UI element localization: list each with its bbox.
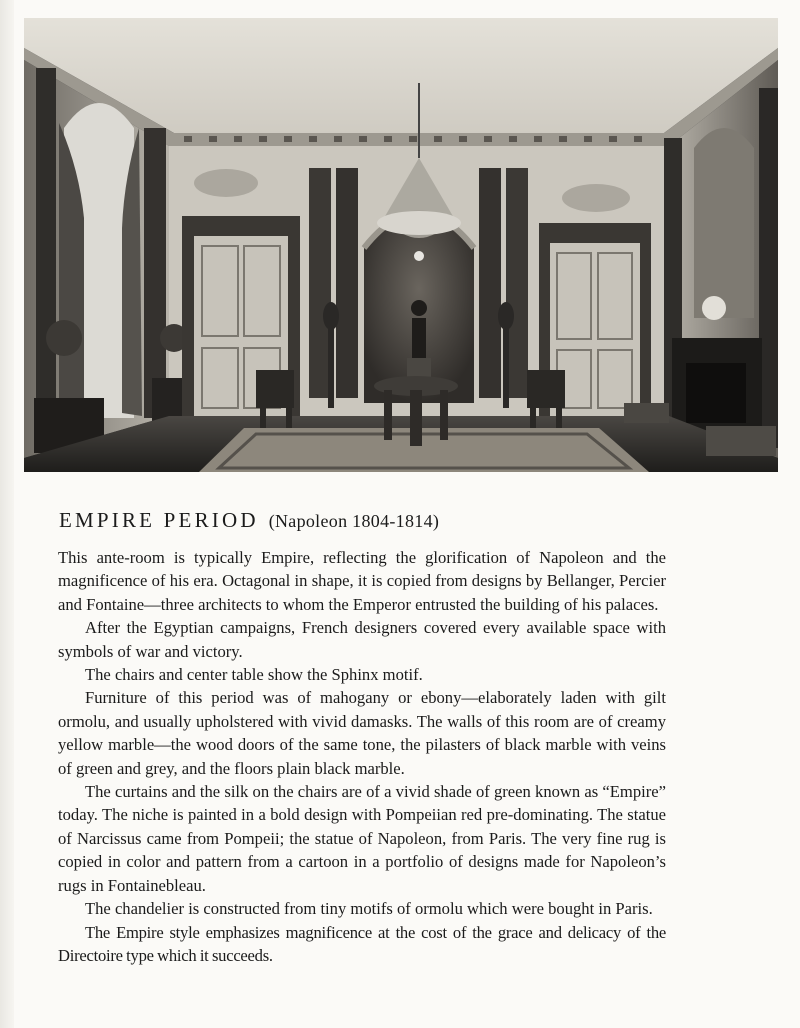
room-photograph: [24, 18, 778, 472]
section-heading: [59, 508, 759, 533]
paragraph: This ante-room is typically Empire, reflecting the glorification of Napoleon and the magnificence of his era. Octagonal in shape, it is copied from designs by Bellanger, Percier and Fontaine—three architects to whom the Emperor entrusted the building of his palaces.: [58, 548, 666, 614]
paragraph: The chandelier is constructed from tiny motifs of ormolu which were bought in Paris.: [85, 899, 653, 919]
period-title: EMPIRE PERIOD: [59, 508, 259, 532]
wall-relief-left: [194, 169, 258, 197]
period-dates: (Napoleon 1804-1814): [268, 511, 440, 531]
pilaster: [309, 168, 331, 398]
paragraph: Furniture of this period was of mahogany or ebony—elaborately laden with gilt ormolu, and usually upholstered with vivid damasks. The walls of this room are of creamy yellow marble—the wood doors of the same tone, the pilasters of black marble with veins of green and grey, and the floors plain black marble.: [58, 688, 666, 778]
paragraph: The Empire style emphasizes magnificence at the cost of the grace and delicacy of the Directoire type which it succeeds.: [58, 922, 666, 965]
paragraph: The chairs and center table show the Sphinx motif.: [85, 665, 423, 685]
article-body: [58, 546, 666, 967]
paragraph: After the Egyptian campaigns, French designers covered every available space with symbols of war and victory.: [58, 618, 666, 661]
right-arch: [694, 128, 754, 318]
page-edge: [0, 0, 14, 1028]
paragraph: The curtains and the silk on the chairs are of a vivid shade of green known as “Empire” today. The niche is painted in a bold design with Pompeiian red pre-dominating. The statue of Narcissus came from Pompeii; the statue of Napoleon, from Paris. The very fine rug is copied in color and pattern from a cartoon in a portfolio of designs made for Napoleon’s rugs in Fontainebleau.: [58, 782, 666, 895]
wall-relief-right: [562, 184, 630, 212]
